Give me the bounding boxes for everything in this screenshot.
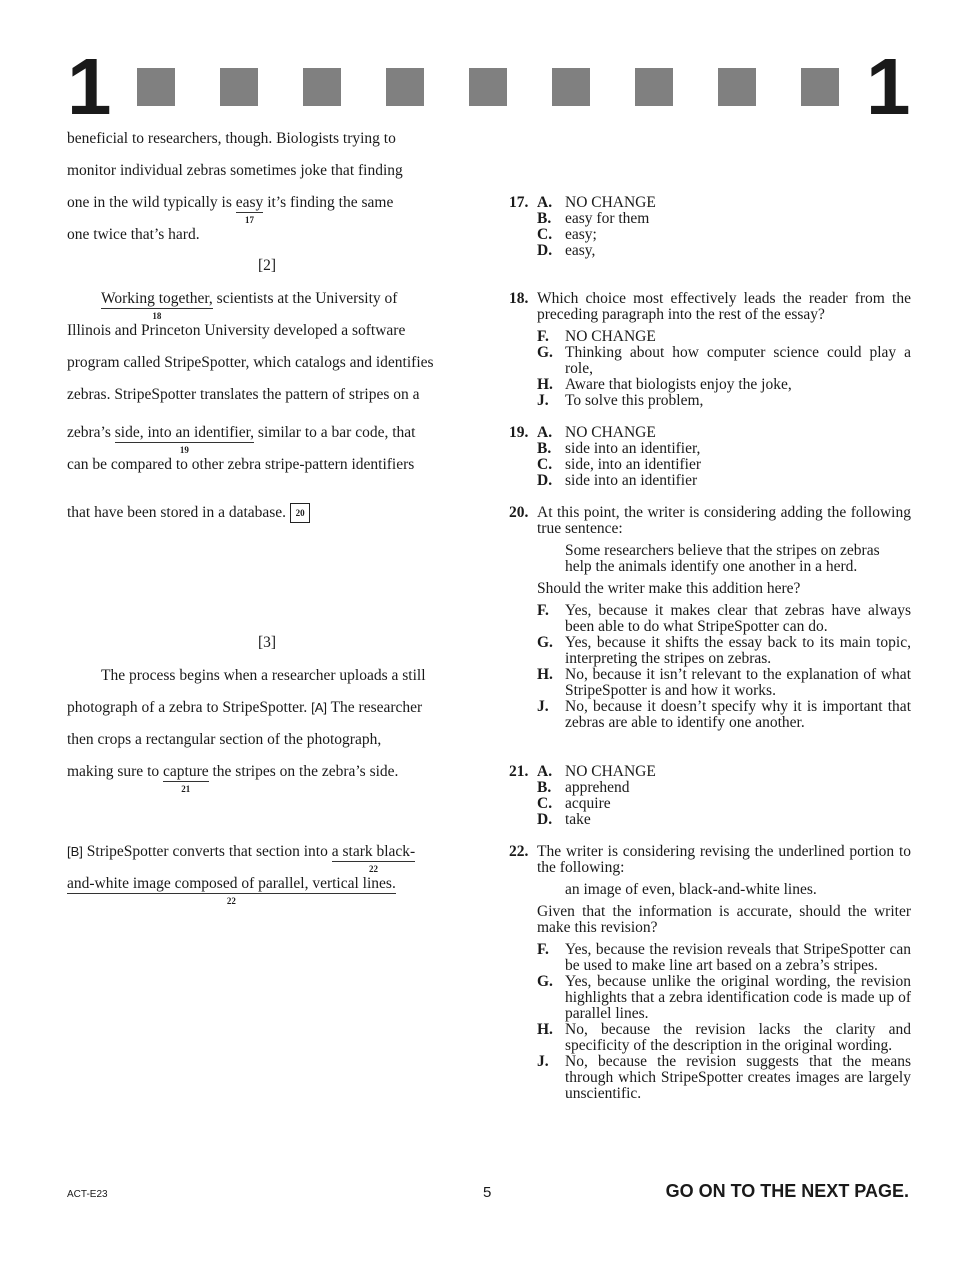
- passage-text: photograph of a zebra to StripeSpotter.: [67, 699, 312, 716]
- form-code: ACT-E23: [67, 1189, 108, 1200]
- answer-option[interactable]: [509, 1054, 911, 1102]
- option-text: side, into an identifier: [565, 456, 702, 473]
- option-letter: B.: [537, 440, 552, 457]
- quoted-revision: an image of even, black-and-white lines.: [565, 881, 817, 898]
- option-text: NO CHANGE: [565, 763, 656, 780]
- option-text: Yes, because it makes clear that zebras have always been able to do what StripeSpotter can do.: [565, 602, 911, 635]
- option-text: Yes, because it shifts the essay back to its main topic, interpreting the stripes on zebras.: [565, 634, 911, 667]
- header-square: [303, 68, 341, 106]
- option-text: NO CHANGE: [565, 424, 656, 441]
- option-letter: C.: [537, 795, 553, 812]
- option-letter: G.: [537, 634, 553, 651]
- header-square: [718, 68, 756, 106]
- passage-line: zebras. StripeSpotter translates the pattern of stripes on a: [67, 386, 420, 403]
- answer-option[interactable]: [509, 942, 911, 974]
- question-ref-22: 22: [368, 864, 378, 874]
- question-22: [509, 844, 911, 1102]
- header-square: [386, 68, 424, 106]
- passage-line: then crops a rectangular section of the photograph,: [67, 731, 382, 748]
- question-ref-21: 21: [181, 784, 191, 794]
- answer-option[interactable]: [509, 796, 911, 812]
- option-text: Thinking about how computer science could play a role,: [565, 344, 911, 377]
- answer-option[interactable]: [509, 667, 911, 699]
- answer-option[interactable]: [509, 425, 911, 441]
- underlined-text: easy: [235, 194, 264, 211]
- paragraph-number-2: [2]: [258, 257, 277, 274]
- option-letter: J.: [537, 1053, 549, 1070]
- passage-line: [67, 874, 396, 906]
- answer-option[interactable]: [509, 699, 911, 731]
- option-text: To solve this problem,: [565, 392, 704, 409]
- passage-text: the stripes on the zebra’s side.: [208, 763, 399, 780]
- passage-text: that have been stored in a database.: [67, 504, 287, 521]
- option-text: NO CHANGE: [565, 328, 656, 345]
- option-letter: G.: [537, 973, 553, 990]
- option-text: easy;: [565, 226, 597, 243]
- next-page-notice: GO ON TO THE NEXT PAGE.: [665, 1181, 909, 1201]
- question-number: 20.: [509, 504, 529, 521]
- answer-option[interactable]: [509, 377, 911, 393]
- header-square: [635, 68, 673, 106]
- passage-text: The researcher: [326, 699, 423, 716]
- option-text: Yes, because the revision reveals that StripeSpotter can be used to make line art based on a zebra’s stripes.: [565, 941, 911, 974]
- header-square: [469, 68, 507, 106]
- passage-line: Illinois and Princeton University developed a software: [67, 322, 406, 339]
- underlined-text: and-white image composed of parallel, vertical lines.: [67, 875, 396, 892]
- option-text: No, because the revision suggests that the means through which StripeSpotter creates images are largely unscientific.: [565, 1053, 911, 1102]
- answer-option[interactable]: [509, 227, 911, 243]
- passage-line: The process begins when a researcher uploads a still: [101, 667, 426, 684]
- answer-option[interactable]: [509, 635, 911, 667]
- passage-line: [67, 193, 394, 225]
- header-square: [220, 68, 258, 106]
- passage-line: can be compared to other zebra stripe-pattern identifiers: [67, 456, 415, 473]
- answer-option[interactable]: [509, 473, 911, 489]
- passage-line: beneficial to researchers, though. Biologists trying to: [67, 130, 396, 147]
- question-18: [509, 291, 911, 409]
- question-stem: At this point, the writer is considering adding the following true sentence:: [537, 504, 911, 537]
- question-number: 19.: [509, 424, 529, 441]
- answer-option[interactable]: [509, 393, 911, 409]
- option-text: No, because the revision lacks the clarity and specificity of the description in the original wording.: [565, 1021, 911, 1054]
- quoted-sentence: Some researchers believe that the stripes on zebras help the animals identify one another in a herd.: [565, 542, 880, 575]
- passage-line: monitor individual zebras sometimes joke that finding: [67, 162, 403, 179]
- question-ref-18: 18: [152, 311, 162, 321]
- question-17: [509, 195, 911, 259]
- option-text: side into an identifier,: [565, 440, 701, 457]
- passage-line: [101, 289, 398, 321]
- option-text: take: [565, 811, 591, 828]
- question-21: [509, 764, 911, 828]
- underlined-text: capture: [163, 763, 209, 780]
- passage-text: zebra’s: [67, 424, 115, 441]
- underlined-text: Working together,: [101, 290, 213, 307]
- passage-text: similar to a bar code, that: [254, 424, 416, 441]
- passage-text: making sure to: [67, 763, 163, 780]
- answer-option[interactable]: [509, 764, 911, 780]
- option-letter: B.: [537, 779, 552, 796]
- option-letter: J.: [537, 392, 549, 409]
- option-letter: F.: [537, 941, 549, 958]
- option-text: No, because it isn’t relevant to the explanation of what StripeSpotter is and how it works.: [565, 666, 911, 699]
- header-square: [137, 68, 175, 106]
- option-text: No, because it doesn’t specify why it is important that zebras are able to identify one another.: [565, 698, 911, 731]
- underlined-text: a stark black-: [331, 843, 416, 860]
- paragraph-number-3: [3]: [258, 634, 277, 651]
- answer-option[interactable]: [509, 345, 911, 377]
- question-number: 17.: [509, 194, 529, 211]
- option-text: easy for them: [565, 210, 650, 227]
- question-number: 21.: [509, 763, 529, 780]
- option-text: Aware that biologists enjoy the joke,: [565, 376, 792, 393]
- underlined-portion-22: [331, 842, 416, 874]
- option-letter: F.: [537, 328, 549, 345]
- passage-text: StripeSpotter converts that section into: [82, 843, 332, 860]
- answer-option[interactable]: [509, 457, 911, 473]
- option-letter: H.: [537, 666, 553, 683]
- answer-option[interactable]: [509, 329, 911, 345]
- sentence-tag-a: [A]: [311, 700, 327, 715]
- section-number-right: 1: [866, 42, 911, 131]
- answer-option[interactable]: [509, 211, 911, 227]
- option-text: acquire: [565, 795, 611, 812]
- answer-option[interactable]: [509, 780, 911, 796]
- underlined-text: side, into an identifier,: [114, 424, 255, 441]
- answer-option[interactable]: [509, 195, 911, 211]
- passage-line: [67, 842, 416, 874]
- answer-option[interactable]: [509, 974, 911, 1022]
- question-prompt: Should the writer make this addition here?: [537, 580, 801, 597]
- passage-line: program called StripeSpotter, which catalogs and identifies: [67, 354, 434, 371]
- option-text: side into an identifier: [565, 472, 698, 489]
- question-prompt: Given that the information is accurate, should the writer make this revision?: [537, 903, 911, 936]
- answer-option[interactable]: [509, 603, 911, 635]
- option-letter: C.: [537, 456, 553, 473]
- passage-line: [67, 762, 399, 794]
- option-letter: H.: [537, 1021, 553, 1038]
- option-letter: D.: [537, 472, 553, 489]
- underlined-portion-19: [114, 423, 255, 455]
- option-letter: A.: [537, 424, 553, 441]
- header-square: [801, 68, 839, 106]
- section-number-left: 1: [67, 42, 112, 131]
- question-ref-19: 19: [179, 445, 189, 455]
- header-square: [552, 68, 590, 106]
- option-letter: G.: [537, 344, 553, 361]
- option-text: NO CHANGE: [565, 194, 656, 211]
- question-stem: Which choice most effectively leads the reader from the preceding paragraph into the rest of the essay?: [537, 290, 911, 323]
- question-number: 18.: [509, 290, 529, 307]
- question-20: [509, 505, 911, 731]
- answer-option[interactable]: [509, 441, 911, 457]
- option-letter: D.: [537, 811, 553, 828]
- passage-text: it’s finding the same: [263, 194, 394, 211]
- underlined-portion-22: [67, 874, 396, 906]
- passage-line: [67, 503, 310, 523]
- option-letter: B.: [537, 210, 552, 227]
- passage-line: [67, 423, 416, 455]
- question-ref-22: 22: [226, 896, 236, 906]
- option-letter: C.: [537, 226, 553, 243]
- question-stem: The writer is considering revising the underlined portion to the following:: [537, 843, 911, 876]
- passage-text: scientists at the University of: [212, 290, 398, 307]
- question-number: 22.: [509, 843, 529, 860]
- passage-line: [67, 698, 422, 718]
- option-text: Yes, because unlike the original wording, the revision highlights that a zebra identification code is made up of parallel lines.: [565, 973, 911, 1022]
- option-text: apprehend: [565, 779, 630, 796]
- question-19: [509, 425, 911, 489]
- page-number: 5: [483, 1184, 492, 1201]
- option-letter: H.: [537, 376, 553, 393]
- question-box-20: 20: [290, 503, 310, 523]
- option-letter: A.: [537, 194, 553, 211]
- option-letter: J.: [537, 698, 549, 715]
- option-letter: A.: [537, 763, 553, 780]
- option-text: easy,: [565, 242, 596, 259]
- underlined-portion-21: [163, 762, 209, 794]
- answer-option[interactable]: [509, 243, 911, 259]
- passage-text: one in the wild typically is: [67, 194, 236, 211]
- question-ref-17: 17: [245, 215, 255, 225]
- option-letter: F.: [537, 602, 549, 619]
- answer-option[interactable]: [509, 812, 911, 828]
- passage-line: one twice that’s hard.: [67, 226, 200, 243]
- underlined-portion-18: [101, 289, 213, 321]
- underlined-portion-17: [235, 193, 264, 225]
- sentence-tag-b: [B]: [67, 844, 83, 859]
- answer-option[interactable]: [509, 1022, 911, 1054]
- option-letter: D.: [537, 242, 553, 259]
